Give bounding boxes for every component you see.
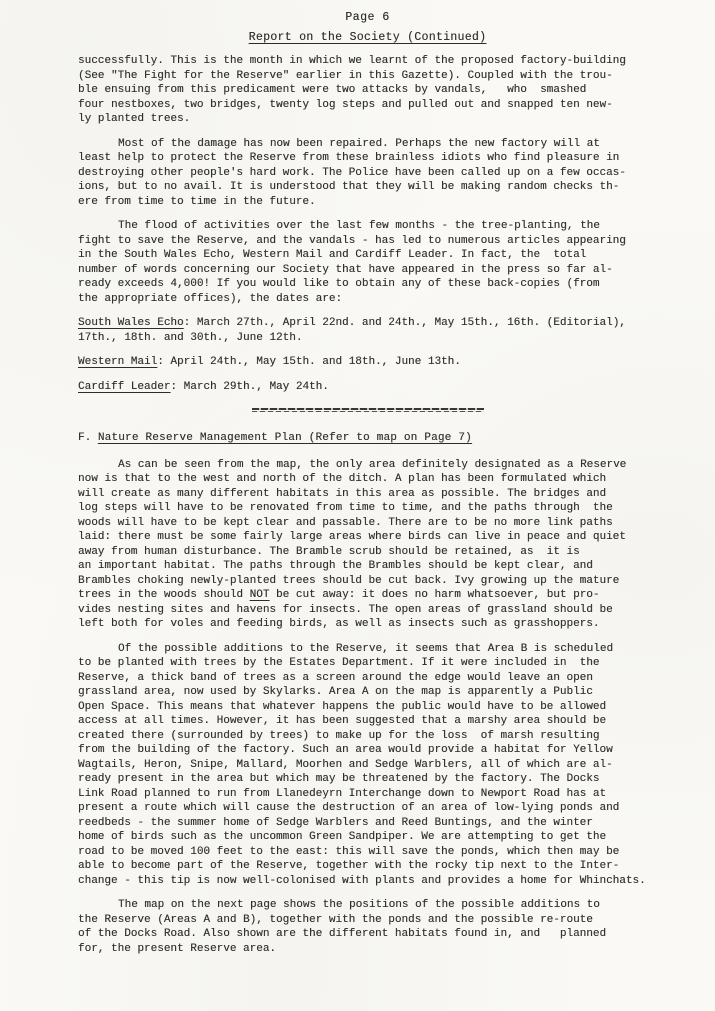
text-line: access at all times. However, it has been suggested that a marshy area should be [78,715,607,727]
text-line: log steps will have to be renovated from time to time, and the paths through the [78,502,613,514]
press-dates-entry [78,380,657,395]
press-source-name: South Wales Echo [78,317,184,329]
paragraph [78,642,657,889]
text-line: trees in the woods should NOT be cut away: it does no harm whatsoever, but pro- [78,589,600,601]
text-line: ions, but to no avail. It is understood that they will be making random checks th- [78,181,620,193]
text-line: grassland area, now used by Skylarks. Area A on the map is apparently a Public [78,686,593,698]
underlined-text: NOT [249,589,270,601]
press-dates-entry [78,316,657,345]
text-line: Wagtails, Heron, Snipe, Mallard, Moorhen and Sedge Warblers, all of which are al- [78,758,613,771]
paragraph [78,458,657,632]
page-number: Page 6 [345,11,390,24]
text-line: South Wales Echo: March 27th., April 22nd. and 24th., May 15th., 16th. (Editorial), [78,317,626,329]
paragraph [78,137,657,210]
text-line: laid: there must be some fairly large areas where birds can live in peace and quiet [78,531,626,543]
document-title: Report on the Society (Continued) [248,31,487,44]
text-line: an important habitat. The paths through the Brambles should be kept clear, and [78,560,593,572]
text-line: ready present in the area but which may be threatened by the factory. The Docks [78,773,600,785]
text-line: Link Road planned to run from Llanedeyrn Interchange down to Newport Road has at [78,787,607,800]
text-line: Cardiff Leader: March 29th., May 24th. [78,380,329,393]
text-line: the Reserve (Areas A and B), together with the ponds and the possible re-route [78,913,593,926]
text-line: change - this tip is now well-colonised with plants and provides a home for Whinchats. [78,874,646,887]
text-line: Open Space. This means that whatever happens the public would have to be allowed [78,700,607,713]
text-line: four nestboxes, two bridges, twenty log steps and pulled out and snapped ten new- [78,98,613,111]
section-divider [78,404,657,416]
press-source-name: Western Mail [78,356,158,368]
press-dates-entry [78,355,657,370]
paragraph [78,219,657,306]
text-line: successfully. This is the month in which we learnt of the proposed factory-building [78,55,626,67]
text-line: home of birds such as the uncommon Green Sandpiper. We are attempting to get the [78,831,607,843]
text-line: created there (surrounded by trees) to make up for the loss of marsh resulting [78,729,600,742]
text-line: ble ensuing from this predicament were two attacks by vandals, who smashed [78,84,587,96]
text-line: reedbeds - the summer home of Sedge Warblers and Reed Buntings, and the winter [78,816,593,829]
text-line: able to become part of the Reserve, together with the rocky tip next to the Inter- [78,860,620,872]
text-line: woods will have to be kept clear and passable. There are to be no more link paths [78,516,613,529]
section-heading-text: Nature Reserve Management Plan (Refer to map on Page 7) [97,432,472,444]
text-line: from the building of the factory. Such an area would provide a habitat for Yellow [78,744,613,756]
text-line: left both for voles and feeding birds, as well as insects such as grasshoppers. [78,618,600,630]
text-line: of the Docks Road. Also shown are the different habitats found in, and planned [78,928,607,940]
text-line: (See "The Fight for the Reserve" earlier in this Gazette). Coupled with the trou- [78,69,613,82]
text-line: 17th., 18th. and 30th., June 12th. [78,331,303,344]
text-line: The map on the next page shows the positions of the possible additions to [118,899,600,911]
text-line: As can be seen from the map, the only area definitely designated as a Reserve [118,458,627,471]
text-line: The flood of activities over the last few months - the tree-planting, the [118,220,600,232]
text-line: now is that to the west and north of the ditch. A plan has been formulated which [78,473,607,485]
text-line: to be planted with trees by the Estates Department. If it were included in the [78,657,600,669]
text-line: ly planted trees. [78,113,191,125]
text-line: Western Mail: April 24th., May 15th. and 18th., June 13th. [78,356,461,368]
text-line: ready exceeds 4,000! If you would like to obtain any of these back-copies (from [78,278,600,290]
text-line: Reserve, a thick band of trees as a screen around the edge would leave an open [78,671,593,684]
press-source-name: Cardiff Leader [78,380,171,393]
text-line: vides nesting sites and havens for insects. The open areas of grassland should be [78,603,613,616]
text-line: in the South Wales Echo, Western Mail and Cardiff Leader. In fact, the total [78,249,587,261]
text-line: will create as many different habitats in this area as possible. The bridges and [78,487,607,500]
section-heading [78,431,657,446]
text-line: number of words concerning our Society that have appeared in the press so far al- [78,263,613,276]
text-line: Most of the damage has now been repaired. Perhaps the new factory will at [118,137,600,150]
text-line: ere from time to time in the future. [78,195,316,208]
text-line: road to be moved 100 feet to the east: this will save the ponds, which then may be [78,845,620,858]
text-line: Brambles choking newly-planted trees should be cut back. Ivy growing up the mature [78,574,620,587]
document-body [78,54,657,956]
text-line: present a route which will cause the destruction of an area of low-lying ponds and [78,802,620,814]
paragraph [78,898,657,956]
text-line: destroying other people's hard work. The Police have been called up on a few occas- [78,166,626,179]
document-header [78,10,657,47]
text-line: the appropriate offices), the dates are: [78,292,343,305]
paragraph [78,54,657,127]
text-line: away from human disturbance. The Bramble scrub should be retained, as it is [78,545,580,558]
section-letter: F. [78,432,98,444]
divider-line [252,408,484,412]
text-line: least help to protect the Reserve from these brainless idiots who find pleasure in [78,152,620,164]
text-line: fight to save the Reserve, and the vandals - has led to numerous articles appearing [78,234,626,247]
text-line: for, the present Reserve area. [78,942,277,955]
text-line: Of the possible additions to the Reserve, it seems that Area B is scheduled [118,642,614,655]
